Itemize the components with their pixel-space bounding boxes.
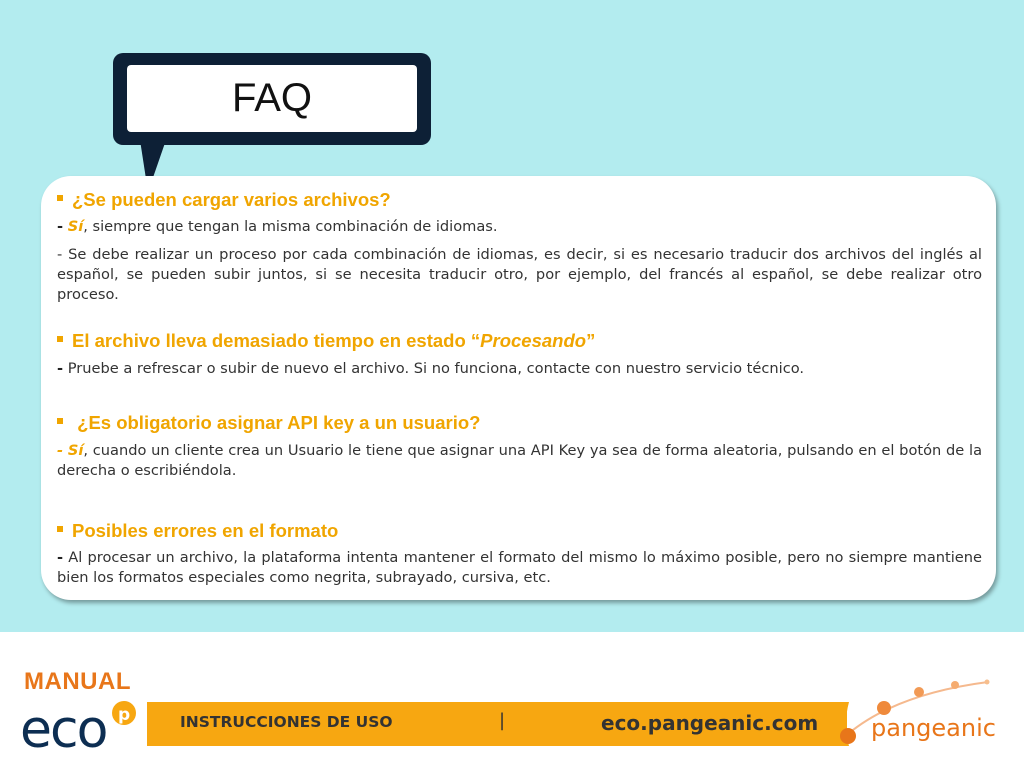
answer-text: Se debe realizar un proceso por cada combinación de idiomas, es decir, si es necesario traducir dos archivos del inglés al español, se pueden subir juntos, si se necesita traducir otro, por ejemplo, del francés al español, se debe realizar otro proceso. [57, 246, 982, 303]
faq-answer-2-1 [57, 359, 982, 379]
eco-logo-badge: p [118, 705, 131, 725]
faq-question-2 [57, 330, 595, 352]
faq-question-3-text: ¿Es obligatorio asignar API key a un usuario? [77, 412, 481, 433]
instructions-label: INSTRUCCIONES DE USO [180, 713, 393, 731]
bullet-icon [57, 526, 63, 532]
answer-dash: - [57, 360, 64, 377]
faq-question-3 [57, 412, 480, 434]
faq-question-1-text: ¿Se pueden cargar varios archivos? [72, 189, 391, 210]
faq-answer-3-1 [57, 441, 982, 481]
faq-question-2-emphasis: Procesando [480, 330, 587, 351]
faq-question-1 [57, 189, 391, 211]
faq-question-2-suffix: ” [586, 330, 596, 351]
answer-dash: - [57, 442, 64, 459]
footer-separator: | [499, 710, 506, 731]
faq-answer-1-2 [57, 245, 982, 305]
bullet-icon [57, 418, 63, 424]
website-link[interactable]: eco.pangeanic.com [601, 711, 819, 735]
bullet-icon [57, 195, 63, 201]
answer-text: , siempre que tengan la misma combinación de idiomas. [83, 218, 498, 235]
faq-answer-1-1 [57, 217, 982, 237]
bullet-icon [57, 336, 63, 342]
faq-question-4 [57, 520, 338, 542]
answer-text: , cuando un cliente crea un Usuario le tiene que asignar una API Key ya sea de forma aleatoria, pulsando en el botón de la derecha o escribiéndola. [57, 442, 983, 479]
faq-title: FAQ [127, 65, 417, 132]
faq-answer-4-1 [57, 548, 982, 588]
answer-text: Pruebe a refrescar o subir de nuevo el archivo. Si no funciona, contacte con nuestro servicio técnico. [63, 360, 805, 377]
answer-lead: Sí [67, 442, 84, 459]
manual-label: MANUAL [24, 668, 131, 695]
faq-question-4-text: Posibles errores en el formato [72, 520, 339, 541]
answer-dash: - [57, 246, 63, 263]
eco-logo [20, 697, 140, 753]
answer-dash: - [57, 218, 64, 235]
faq-question-2-text: El archivo lleva demasiado tiempo en estado “ [72, 330, 481, 351]
pangeanic-brand: pangeanic [871, 714, 996, 742]
answer-dash: - [57, 549, 64, 566]
answer-lead: Sí [67, 218, 84, 235]
eco-logo-text: eco [20, 700, 107, 753]
answer-text: Al procesar un archivo, la plataforma intenta mantener el formato del mismo lo máximo posible, pero no siempre mantiene bien los formatos especiales como negrita, subrayado, cursiva, etc. [57, 549, 982, 586]
